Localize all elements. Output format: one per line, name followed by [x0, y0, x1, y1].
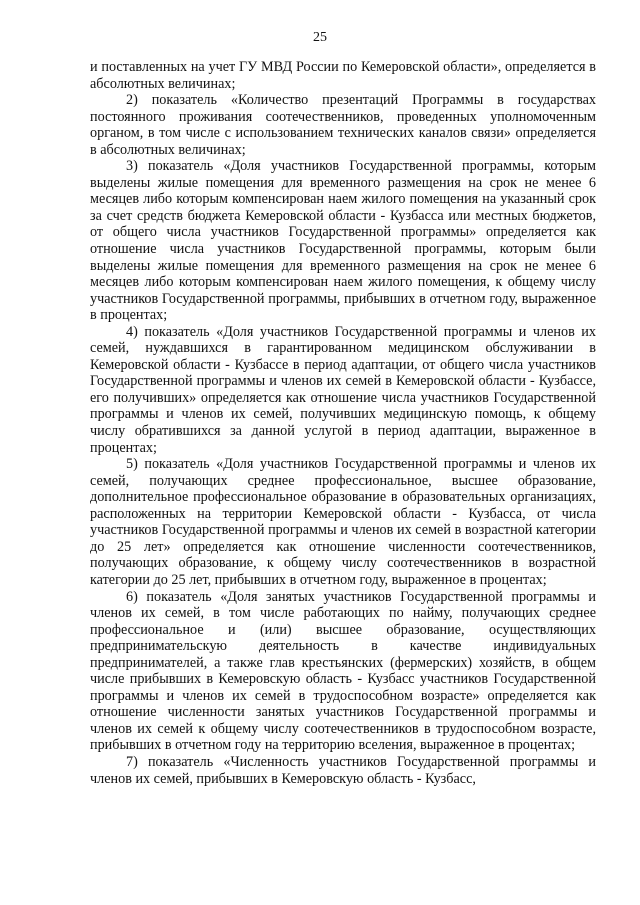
page-number: 25: [313, 30, 327, 45]
paragraph-indicator-6: 6) показатель «Доля занятых участников Государственной программы и членов их семей, в том числе работающих по найму, получающих среднее профессиональное и (или) высшее образование, осуществляющих предпринимательскую деятельность в качестве индивидуальных предпринимателей, а также глав крестьянских (фермерских) хозяйств, в общем числе прибывших в Кемеровскую область - Кузбасс участников Государственной программы и членов их семей в трудоспособном возрасте» определяется как отношение численности занятых участников Государственной программы и членов их семей к общему числу соотечественников в трудоспособном возрасте, прибывших в отчетном году на территорию вселения, выраженное в процентах;: [90, 588, 596, 754]
paragraph-indicator-2: 2) показатель «Количество презентаций Программы в государствах постоянного проживания соотечественников, проведенных уполномоченным органом, в том числе с использованием технических каналов связи» определяется в абсолютных величинах;: [90, 92, 596, 158]
paragraph-continuation: и поставленных на учет ГУ МВД России по Кемеровской области», определяется в абсолютных величинах;: [90, 59, 596, 92]
paragraph-indicator-7: 7) показатель «Численность участников Государственной программы и членов их семей, прибывших в Кемеровскую область - Кузбасс,: [90, 753, 596, 787]
paragraph-indicator-3: 3) показатель «Доля участников Государственной программы, которым выделены жилые помещения для временного размещения на срок не менее 6 месяцев либо которым компенсирован наем жилого помещения на указанный срок за счет средств бюджета Кемеровской области - Кузбасса или местных бюджетов, от общего числа участников Государственной программы» определяется как отношение числа участников Государственной программы, которым были выделены жилые помещения для временного размещения на срок не менее 6 месяцев либо которым компенсирован наем жилого помещения, к общему числу участников Государственной программы, прибывших в отчетном году, выраженное в процентах;: [90, 158, 596, 324]
paragraph-indicator-5: 5) показатель «Доля участников Государственной программы и членов их семей, получающих среднее профессиональное, высшее образование, дополнительное профессиональное образование в образовательных организациях, расположенных на территории Кемеровской области - Кузбасса, от числа участников Государственной программы и членов их семей в возрастной категории до 25 лет» определяется как отношение численности соотечественников, получающих образование, к общему числу соотечественников в возрастной категории до 25 лет, прибывших в отчетном году, выраженное в процентах;: [90, 456, 596, 588]
paragraph-indicator-4: 4) показатель «Доля участников Государственной программы и членов их семей, нуждавшихся в гарантированном медицинском обслуживании в Кемеровской области - Кузбассе в период адаптации, от общего числа участников Государственной программы и членов их семей в Кемеровской области - Кузбассе, его получивших» определяется как отношение числа участников Государственной программы и членов их семей, получивших медицинскую помощь, к общему числу обратившихся за данной услугой в период адаптации, выраженное в процентах;: [90, 323, 596, 456]
document-body: [90, 59, 596, 787]
